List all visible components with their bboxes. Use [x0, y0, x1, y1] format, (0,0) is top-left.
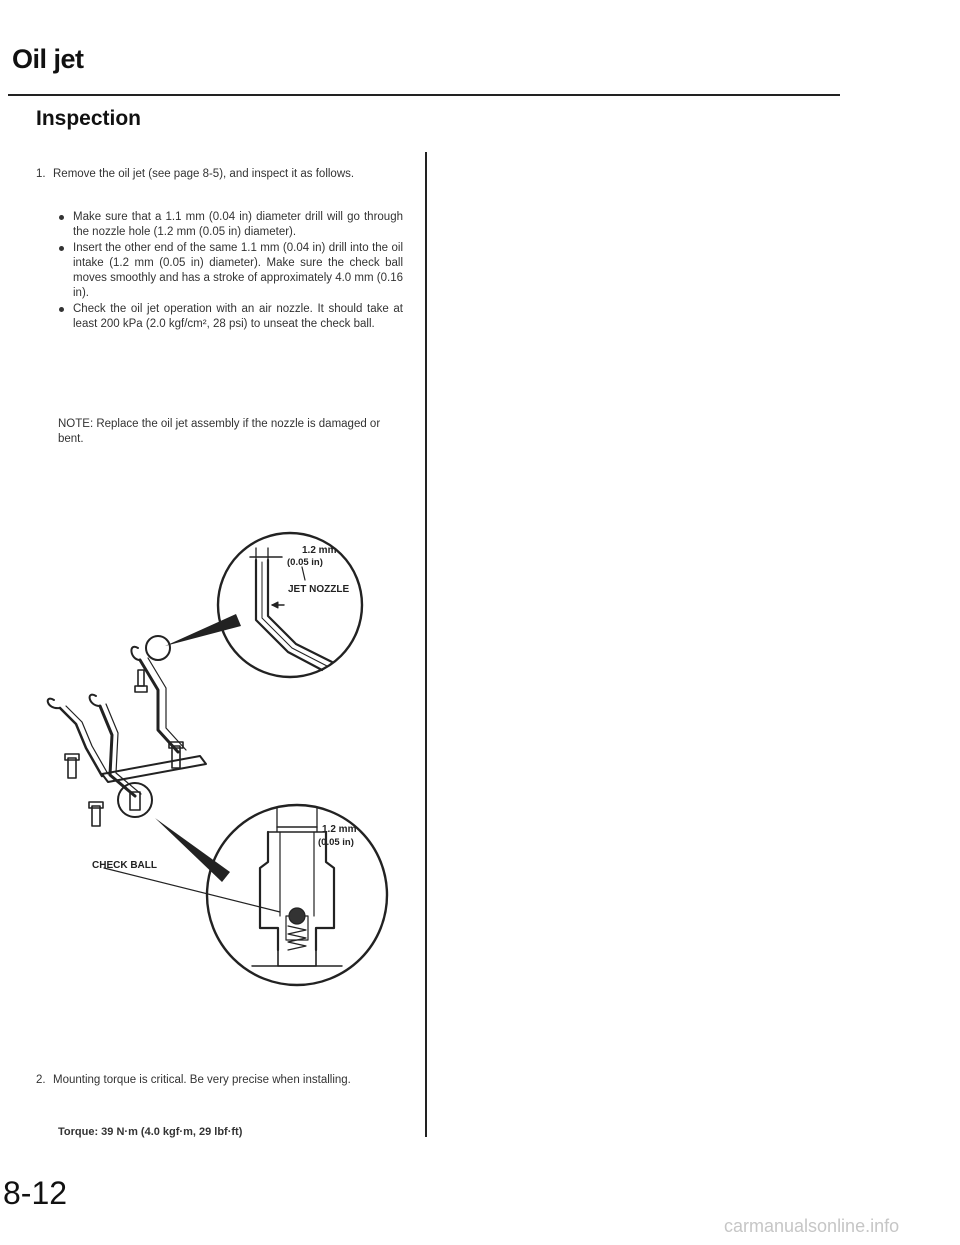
bullet-air-nozzle: Check the oil jet operation with an air nozzle. It should take at least 200 kPa (2.0 kgf/cm², 28 psi) to unseat the check ball.: [58, 302, 403, 332]
title-rule: [8, 94, 840, 96]
page-number: 8-12: [3, 1175, 68, 1211]
step-1-text: Remove the oil jet (see page 8-5), and inspect it as follows.: [53, 168, 355, 180]
section-title: Inspection: [36, 107, 142, 130]
step-2-text: Mounting torque is critical. Be very precise when installing.: [53, 1074, 351, 1086]
nozzle-dimension-in: (0.05 in): [287, 557, 323, 568]
intake-dimension-in: (0.05 in): [318, 837, 354, 848]
bullet-drill-nozzle: Make sure that a 1.1 mm (0.04 in) diameter drill will go through the nozzle hole (1.2 mm (0.05 in) diameter).: [58, 210, 403, 240]
torque-spec: Torque: 39 N·m (4.0 kgf·m, 29 lbf·ft): [58, 1126, 243, 1138]
step-2: [36, 1073, 406, 1105]
step-1: [36, 167, 406, 199]
jet-nozzle-label: JET NOZZLE: [288, 584, 350, 595]
step-2-number: 2.: [36, 1074, 46, 1086]
oil-jet-figure: [40, 520, 420, 1000]
nozzle-dimension-mm: 1.2 mm: [302, 545, 337, 556]
page-title: Oil jet: [12, 44, 84, 74]
step-1-number: 1.: [36, 168, 46, 180]
intake-dimension-mm: 1.2 mm: [322, 824, 357, 835]
column-divider: [425, 152, 427, 1137]
watermark: carmanualsonline.info: [724, 1216, 900, 1236]
note: NOTE: Replace the oil jet assembly if the nozzle is damaged or bent.: [58, 418, 381, 445]
bullet-drill-intake: Insert the other end of the same 1.1 mm (0.04 in) drill into the oil intake (1.2 mm (0.05 in) diameter). Make sure the check ball moves smoothly and has a stroke of approximately 4.0 mm (0.16 in).: [58, 241, 403, 301]
inspection-bullets: [58, 210, 403, 333]
check-ball-label: CHECK BALL: [92, 860, 157, 871]
